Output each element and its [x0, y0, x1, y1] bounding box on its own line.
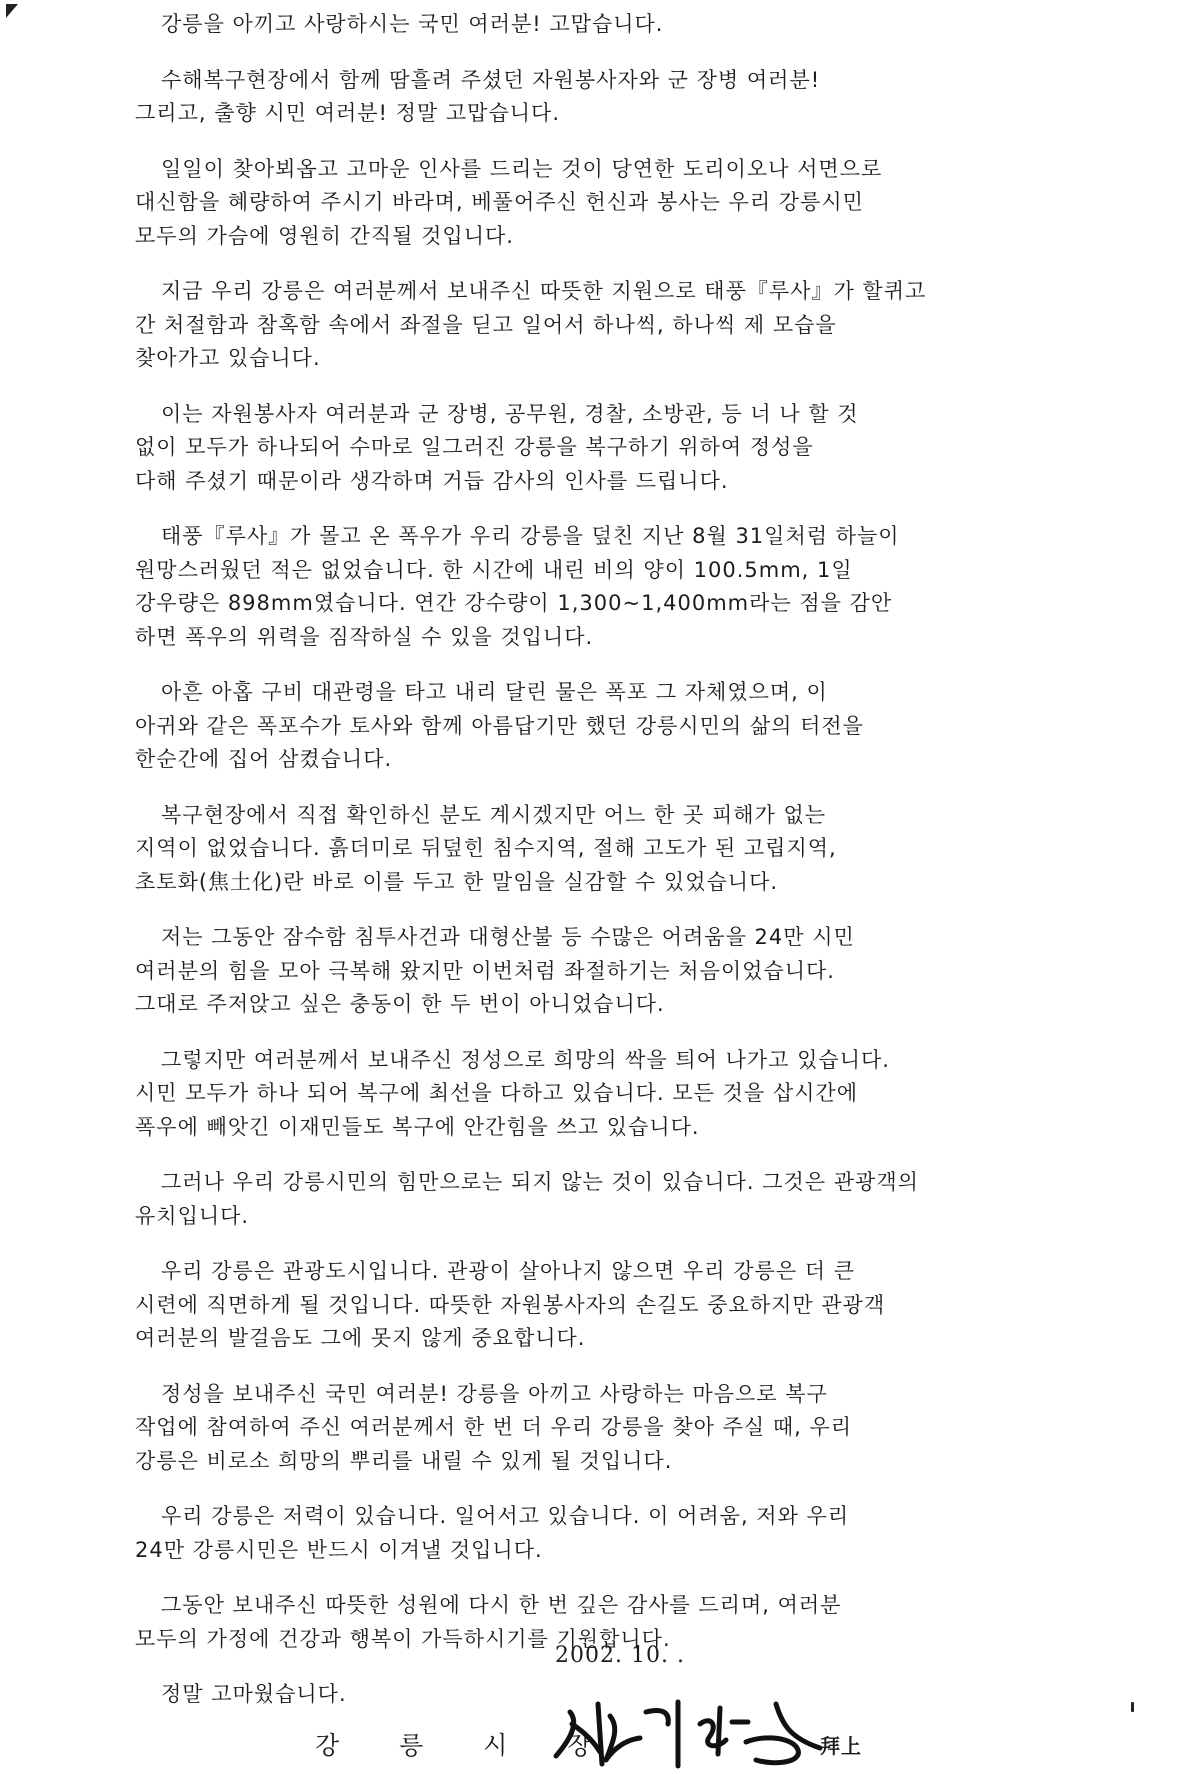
paragraph-line: 지역이 없었습니다. 흙더미로 뒤덮힌 침수지역, 절해 고도가 된 고립지역,: [135, 836, 837, 860]
letter-paragraph: [135, 1166, 1055, 1233]
paragraph-line: 아귀와 같은 폭포수가 토사와 함께 아름답기만 했던 강릉시민의 삶의 터전을: [135, 713, 864, 738]
paragraph-line: 작업에 참여하여 주신 여러분께서 한 번 더 우리 강릉을 찾아 주실 때, 우리: [135, 1415, 853, 1439]
paragraph-line: 시련에 직면하게 될 것입니다. 따뜻한 자원봉사자의 손길도 중요하지만 관광객: [135, 1292, 886, 1317]
paragraph-line: 다해 주셨기 때문이라 생각하며 거듭 감사의 인사를 드립니다.: [135, 468, 729, 493]
paragraph-line: 유치입니다.: [135, 1203, 250, 1228]
paragraph-line: 원망스러웠던 적은 없었습니다. 한 시간에 내린 비의 양이 100.5mm, 1일: [135, 557, 853, 582]
letter-paragraph: [135, 921, 1055, 1022]
letter-paragraph: [135, 1044, 1055, 1145]
letter-paragraph: [135, 1378, 1055, 1479]
letter-paragraph: [135, 1500, 1055, 1567]
letter-paragraph: [135, 64, 1055, 131]
paragraph-line: 대신함을 혜량하여 주시기 바라며, 베풀어주신 헌신과 봉사는 우리 강릉시민: [135, 190, 864, 214]
handwritten-signature: [550, 1694, 840, 1774]
paragraph-line: 여러분의 발걸음도 그에 못지 않게 중요합니다.: [135, 1326, 586, 1350]
letter-paragraph: [135, 275, 1055, 376]
paragraph-line: 여러분의 힘을 모아 극복해 왔지만 이번처럼 좌절하기는 처음이었습니다.: [135, 958, 835, 983]
paragraph-line: 그렇지만 여러분께서 보내주신 정성으로 희망의 싹을 틔어 나가고 있습니다.: [161, 1047, 890, 1072]
letter-paragraph: [135, 398, 1055, 499]
letter-paragraph: [135, 153, 1055, 254]
scan-corner-mark: [6, 4, 18, 18]
paragraph-line: 하면 폭우의 위력을 짐작하실 수 있을 것입니다.: [135, 624, 594, 649]
paragraph-line: 간 처절함과 참혹함 속에서 좌절을 딛고 일어서 하나씩, 하나씩 제 모습을: [135, 312, 837, 337]
paragraph-line: 정말 고마웠습니다.: [161, 1682, 347, 1706]
letter-date: 2002. 10. .: [555, 1643, 685, 1668]
paragraph-line: 그동안 보내주신 따뜻한 성원에 다시 한 번 깊은 감사를 드리며, 여러분: [161, 1593, 842, 1617]
paragraph-line: 강릉은 비로소 희망의 뿌리를 내릴 수 있게 될 것입니다.: [135, 1448, 673, 1473]
paragraph-line: 초토화(焦土化)란 바로 이를 두고 한 말임을 실감할 수 있었습니다.: [135, 869, 779, 894]
paragraph-line: 한순간에 집어 삼켰습니다.: [135, 747, 393, 771]
letter-paragraph: [135, 1255, 1055, 1356]
paragraph-line: 우리 강릉은 관광도시입니다. 관광이 살아나지 않으면 우리 강릉은 더 큰: [161, 1259, 856, 1283]
paragraph-line: 이는 자원봉사자 여러분과 군 장병, 공무원, 경찰, 소방관, 등 너 나 할 것: [161, 401, 859, 426]
paragraph-line: 우리 강릉은 저력이 있습니다. 일어서고 있습니다. 이 어려움, 저와 우리: [161, 1504, 850, 1528]
paragraph-line: 태풍『루사』가 몰고 온 폭우가 우리 강릉을 덮친 지난 8월 31일처럼 하늘이: [161, 524, 900, 548]
letter-body: [135, 8, 1055, 1734]
scan-speck: [1131, 1702, 1134, 1712]
paragraph-line: 지금 우리 강릉은 여러분께서 보내주신 따뜻한 지원으로 태풍『루사』가 할퀴고: [161, 279, 927, 303]
paragraph-line: 24만 강릉시민은 반드시 이겨낼 것입니다.: [135, 1537, 543, 1562]
paragraph-line: 복구현장에서 직접 확인하신 분도 계시겠지만 어느 한 곳 피해가 없는: [161, 802, 827, 827]
paragraph-line: 찾아가고 있습니다.: [135, 346, 321, 370]
letter-paragraph: [135, 799, 1055, 900]
letter-paragraph: [135, 8, 1055, 42]
letter-paragraph: [135, 520, 1055, 654]
paragraph-line: 없이 모두가 하나되어 수마로 일그러진 강릉을 복구하기 위하여 정성을: [135, 435, 814, 459]
paragraph-line: 시민 모두가 하나 되어 복구에 최선을 다하고 있습니다. 모든 것을 삽시간에: [135, 1081, 859, 1105]
paragraph-line: 그러나 우리 강릉시민의 힘만으로는 되지 않는 것이 있습니다. 그것은 관광객의: [161, 1170, 919, 1194]
paragraph-line: 아흔 아홉 구비 대관령을 타고 내리 달린 물은 폭포 그 자체였으며, 이: [161, 680, 828, 704]
paragraph-line: 저는 그동안 잠수함 침투사건과 대형산불 등 수많은 어려움을 24만 시민: [161, 925, 855, 949]
paragraph-line: 일일이 찾아뵈옵고 고마운 인사를 드리는 것이 당연한 도리이오나 서면으로: [161, 156, 883, 181]
mayor-title: 강 릉 시 장: [315, 1731, 618, 1760]
signature-block: [300, 1700, 900, 1770]
paragraph-line: 모두의 가슴에 영원히 간직될 것입니다.: [135, 223, 514, 248]
paragraph-line: 그리고, 출향 시민 여러분! 정말 고맙습니다.: [135, 101, 561, 125]
letter-paragraph: [135, 676, 1055, 777]
honorific-baesang: 拜上: [820, 1734, 862, 1758]
paragraph-line: 폭우에 빼앗긴 이재민들도 복구에 안간힘을 쓰고 있습니다.: [135, 1114, 700, 1139]
paragraph-line: 정성을 보내주신 국민 여러분! 강릉을 아끼고 사랑하는 마음으로 복구: [161, 1381, 828, 1406]
paragraph-line: 강우량은 898mm였습니다. 연간 강수량이 1,300~1,400mm라는 점을 감안: [135, 591, 893, 615]
paragraph-line: 그대로 주저앉고 싶은 충동이 한 두 번이 아니었습니다.: [135, 992, 665, 1016]
paragraph-line: 모두의 가정에 건강과 행복이 가득하시기를 기원합니다.: [135, 1626, 671, 1651]
paragraph-line: 강릉을 아끼고 사랑하시는 국민 여러분! 고맙습니다.: [161, 12, 664, 36]
paragraph-line: 수해복구현장에서 함께 땀흘려 주셨던 자원봉사자와 군 장병 여러분!: [161, 67, 821, 92]
